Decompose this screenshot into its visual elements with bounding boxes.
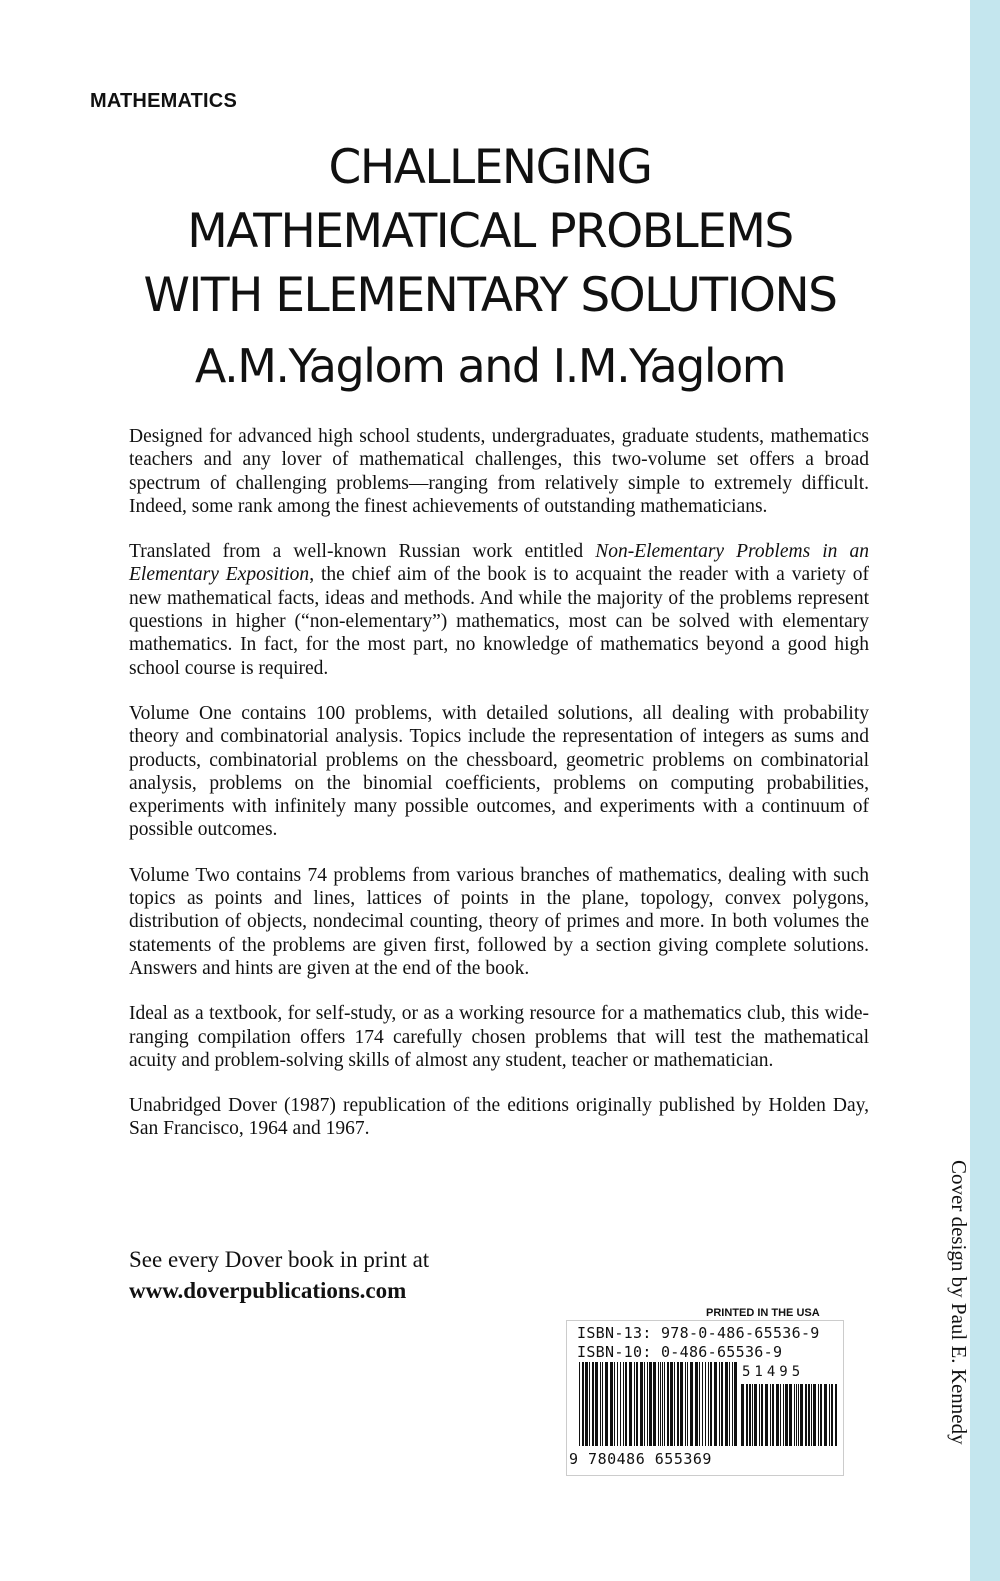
paragraph-2-rest: , the chief aim of the book is to acquaint the reader with a variety of new mathematical facts, ideas and methods. And while the majority of the problems represent questions in higher (“non-elementary”) mathematics, most can be solved with elementary mathematics. In fact, for the most part, no knowledge of mathematics beyond a good high school course is required. (129, 564, 869, 679)
original-title: Non-Elementary Problems in an Elementary Exposition (129, 541, 869, 586)
barcode-bar (754, 1384, 757, 1446)
category-label: MATHEMATICS (90, 90, 237, 112)
barcode-bar (829, 1384, 830, 1446)
barcode-bar (640, 1362, 643, 1446)
barcode-bar (610, 1362, 613, 1446)
promo (129, 1244, 429, 1306)
barcode-bar (695, 1362, 698, 1446)
barcode-bar (765, 1384, 768, 1446)
barcode-bar (585, 1362, 588, 1446)
barcode-bar (579, 1362, 580, 1446)
barcode-bar (582, 1362, 584, 1446)
isbn-13: ISBN-13: 978-0-486-65536-9 (577, 1324, 820, 1342)
barcode-bar (602, 1362, 603, 1446)
barcode-bar (721, 1362, 723, 1446)
barcode-bar (805, 1384, 807, 1446)
barcode-bar (831, 1384, 833, 1446)
barcode-bar (732, 1362, 733, 1446)
barcode-bar (734, 1362, 737, 1446)
barcode-bar (660, 1362, 661, 1446)
barcode-bar (592, 1362, 594, 1446)
barcode-bar (800, 1384, 803, 1446)
description (129, 425, 869, 1163)
barcode-bar (674, 1362, 675, 1446)
barcode-bar (785, 1384, 788, 1446)
barcode-bar (820, 1384, 822, 1446)
barcode-digits: 9 780486 655369 (569, 1450, 712, 1468)
barcode-bar (719, 1362, 720, 1446)
barcode-bar (824, 1384, 827, 1446)
barcode-bar (776, 1384, 779, 1446)
barcode-bar (796, 1384, 797, 1446)
barcode-bar (620, 1362, 621, 1446)
barcode-bar (644, 1362, 645, 1446)
barcode-bar (595, 1362, 598, 1446)
printed-in-label: PRINTED IN THE USA (706, 1307, 820, 1319)
barcode-bar (614, 1362, 615, 1446)
paragraph-2 (129, 540, 869, 680)
barcode-bar (780, 1384, 781, 1446)
barcode-bar (647, 1362, 648, 1446)
paragraph-3: Volume One contains 100 problems, with detailed solutions, all dealing with probability theory and combinatorial analysis. Topics include the representation of integers as sums and products, combinatorial problems on the chessboard, geometric problems on combinatorial analysis, problems on the binomial coefficients, problems on computing probabilities, experiments with infinitely many possible outcomes, and experiments with a continuum of possible outcomes. (129, 702, 869, 841)
title-block (120, 136, 860, 396)
barcode-bar (685, 1362, 686, 1446)
barcode-bar (813, 1384, 816, 1446)
barcode-bar (710, 1362, 712, 1446)
barcode-bar (725, 1362, 728, 1446)
publisher-url[interactable]: www.doverpublications.com (129, 1278, 407, 1303)
cover-credit: Cover design by Paul E. Kennedy (947, 1160, 971, 1445)
barcode-bar (798, 1384, 799, 1446)
barcode-bar (746, 1384, 748, 1446)
barcode-bar (667, 1362, 669, 1446)
barcode-bar (772, 1384, 774, 1446)
barcode-bar (625, 1362, 627, 1446)
barcode-bar (634, 1362, 635, 1446)
barcode-bar (741, 1384, 744, 1446)
barcode-bar (649, 1362, 652, 1446)
barcode-bar (662, 1362, 663, 1446)
barcode-bar (636, 1362, 638, 1446)
barcode-addon (741, 1384, 837, 1446)
isbn-10: ISBN-10: 0-486-65536-9 (577, 1343, 783, 1361)
barcode-bar (783, 1384, 784, 1446)
barcode-bar (690, 1362, 693, 1446)
barcode-bar (653, 1362, 656, 1446)
barcode-bar (617, 1362, 618, 1446)
barcode-bar (680, 1362, 683, 1446)
paragraph-6: Unabridged Dover (1987) republication of the editions originally published by Holden Day, San Francisco, 1964 and 1967. (129, 1095, 869, 1140)
barcode-bar (835, 1384, 837, 1446)
barcode-main (579, 1362, 739, 1446)
authors: A.M.Yaglom and I.M.Yaglom (194, 339, 786, 393)
barcode-bar (664, 1362, 665, 1446)
barcode-bar (589, 1362, 590, 1446)
barcode-bar (729, 1362, 730, 1446)
barcode-bar (699, 1362, 700, 1446)
barcode-bar (623, 1362, 624, 1446)
barcode-bar (600, 1362, 601, 1446)
barcode-bar (670, 1362, 673, 1446)
title-line-2: MATHEMATICAL PROBLEMS (187, 204, 793, 259)
barcode-bar (658, 1362, 659, 1446)
barcode-bar (761, 1384, 763, 1446)
spine-strip (970, 0, 1000, 1581)
barcode-bar (811, 1384, 812, 1446)
barcode-bar (789, 1384, 792, 1446)
barcode-bar (629, 1362, 632, 1446)
title-line-1: CHALLENGING (328, 140, 652, 195)
barcode-bar (714, 1362, 717, 1446)
price-code: 51495 (742, 1364, 805, 1380)
barcode-bar (759, 1384, 760, 1446)
paragraph-1: Designed for advanced high school students, undergraduates, graduate students, mathematics teachers and any lover of mathematical challenges, this two-volume set offers a broad spectrum of challenging problems—ranging from relatively simple to extremely difficult. Indeed, some rank among the finest achievements of outstanding mathematicians. (129, 426, 869, 517)
barcode-bar (752, 1384, 753, 1446)
promo-text: See every Dover book in print at (129, 1247, 430, 1272)
paragraph-4: Volume Two contains 74 problems from various branches of mathematics, dealing with such topics as points and lines, lattices of points in the plane, topology, convex polygons, distribution of objects, nondecimal counting, theory of primes and more. In both volumes the statements of the problems are given first, followed by a section giving complete solutions. Answers and hints are given at the end of the book. (129, 864, 869, 979)
barcode-bar (687, 1362, 688, 1446)
paragraph-2-start: Translated from a well-known Russian work entitled (129, 541, 596, 563)
barcode-bar (770, 1384, 771, 1446)
title-line-3: WITH ELEMENTARY SOLUTIONS (143, 268, 837, 323)
barcode-bar (605, 1362, 608, 1446)
paragraph-5: Ideal as a textbook, for self-study, or as a working resource for a mathematics club, this wide-ranging compilation offers 174 carefully chosen problems that will test the mathematical acuity and problem-solving skills of almost any student, teacher or mathematician. (129, 1003, 869, 1071)
barcode-bar (702, 1362, 703, 1446)
barcode-bar (794, 1384, 795, 1446)
barcode-bar (677, 1362, 679, 1446)
barcode-bar (708, 1362, 709, 1446)
barcode-bar (705, 1362, 706, 1446)
barcode-bar (818, 1384, 819, 1446)
barcode-bar (808, 1384, 810, 1446)
barcode-bar (749, 1384, 751, 1446)
